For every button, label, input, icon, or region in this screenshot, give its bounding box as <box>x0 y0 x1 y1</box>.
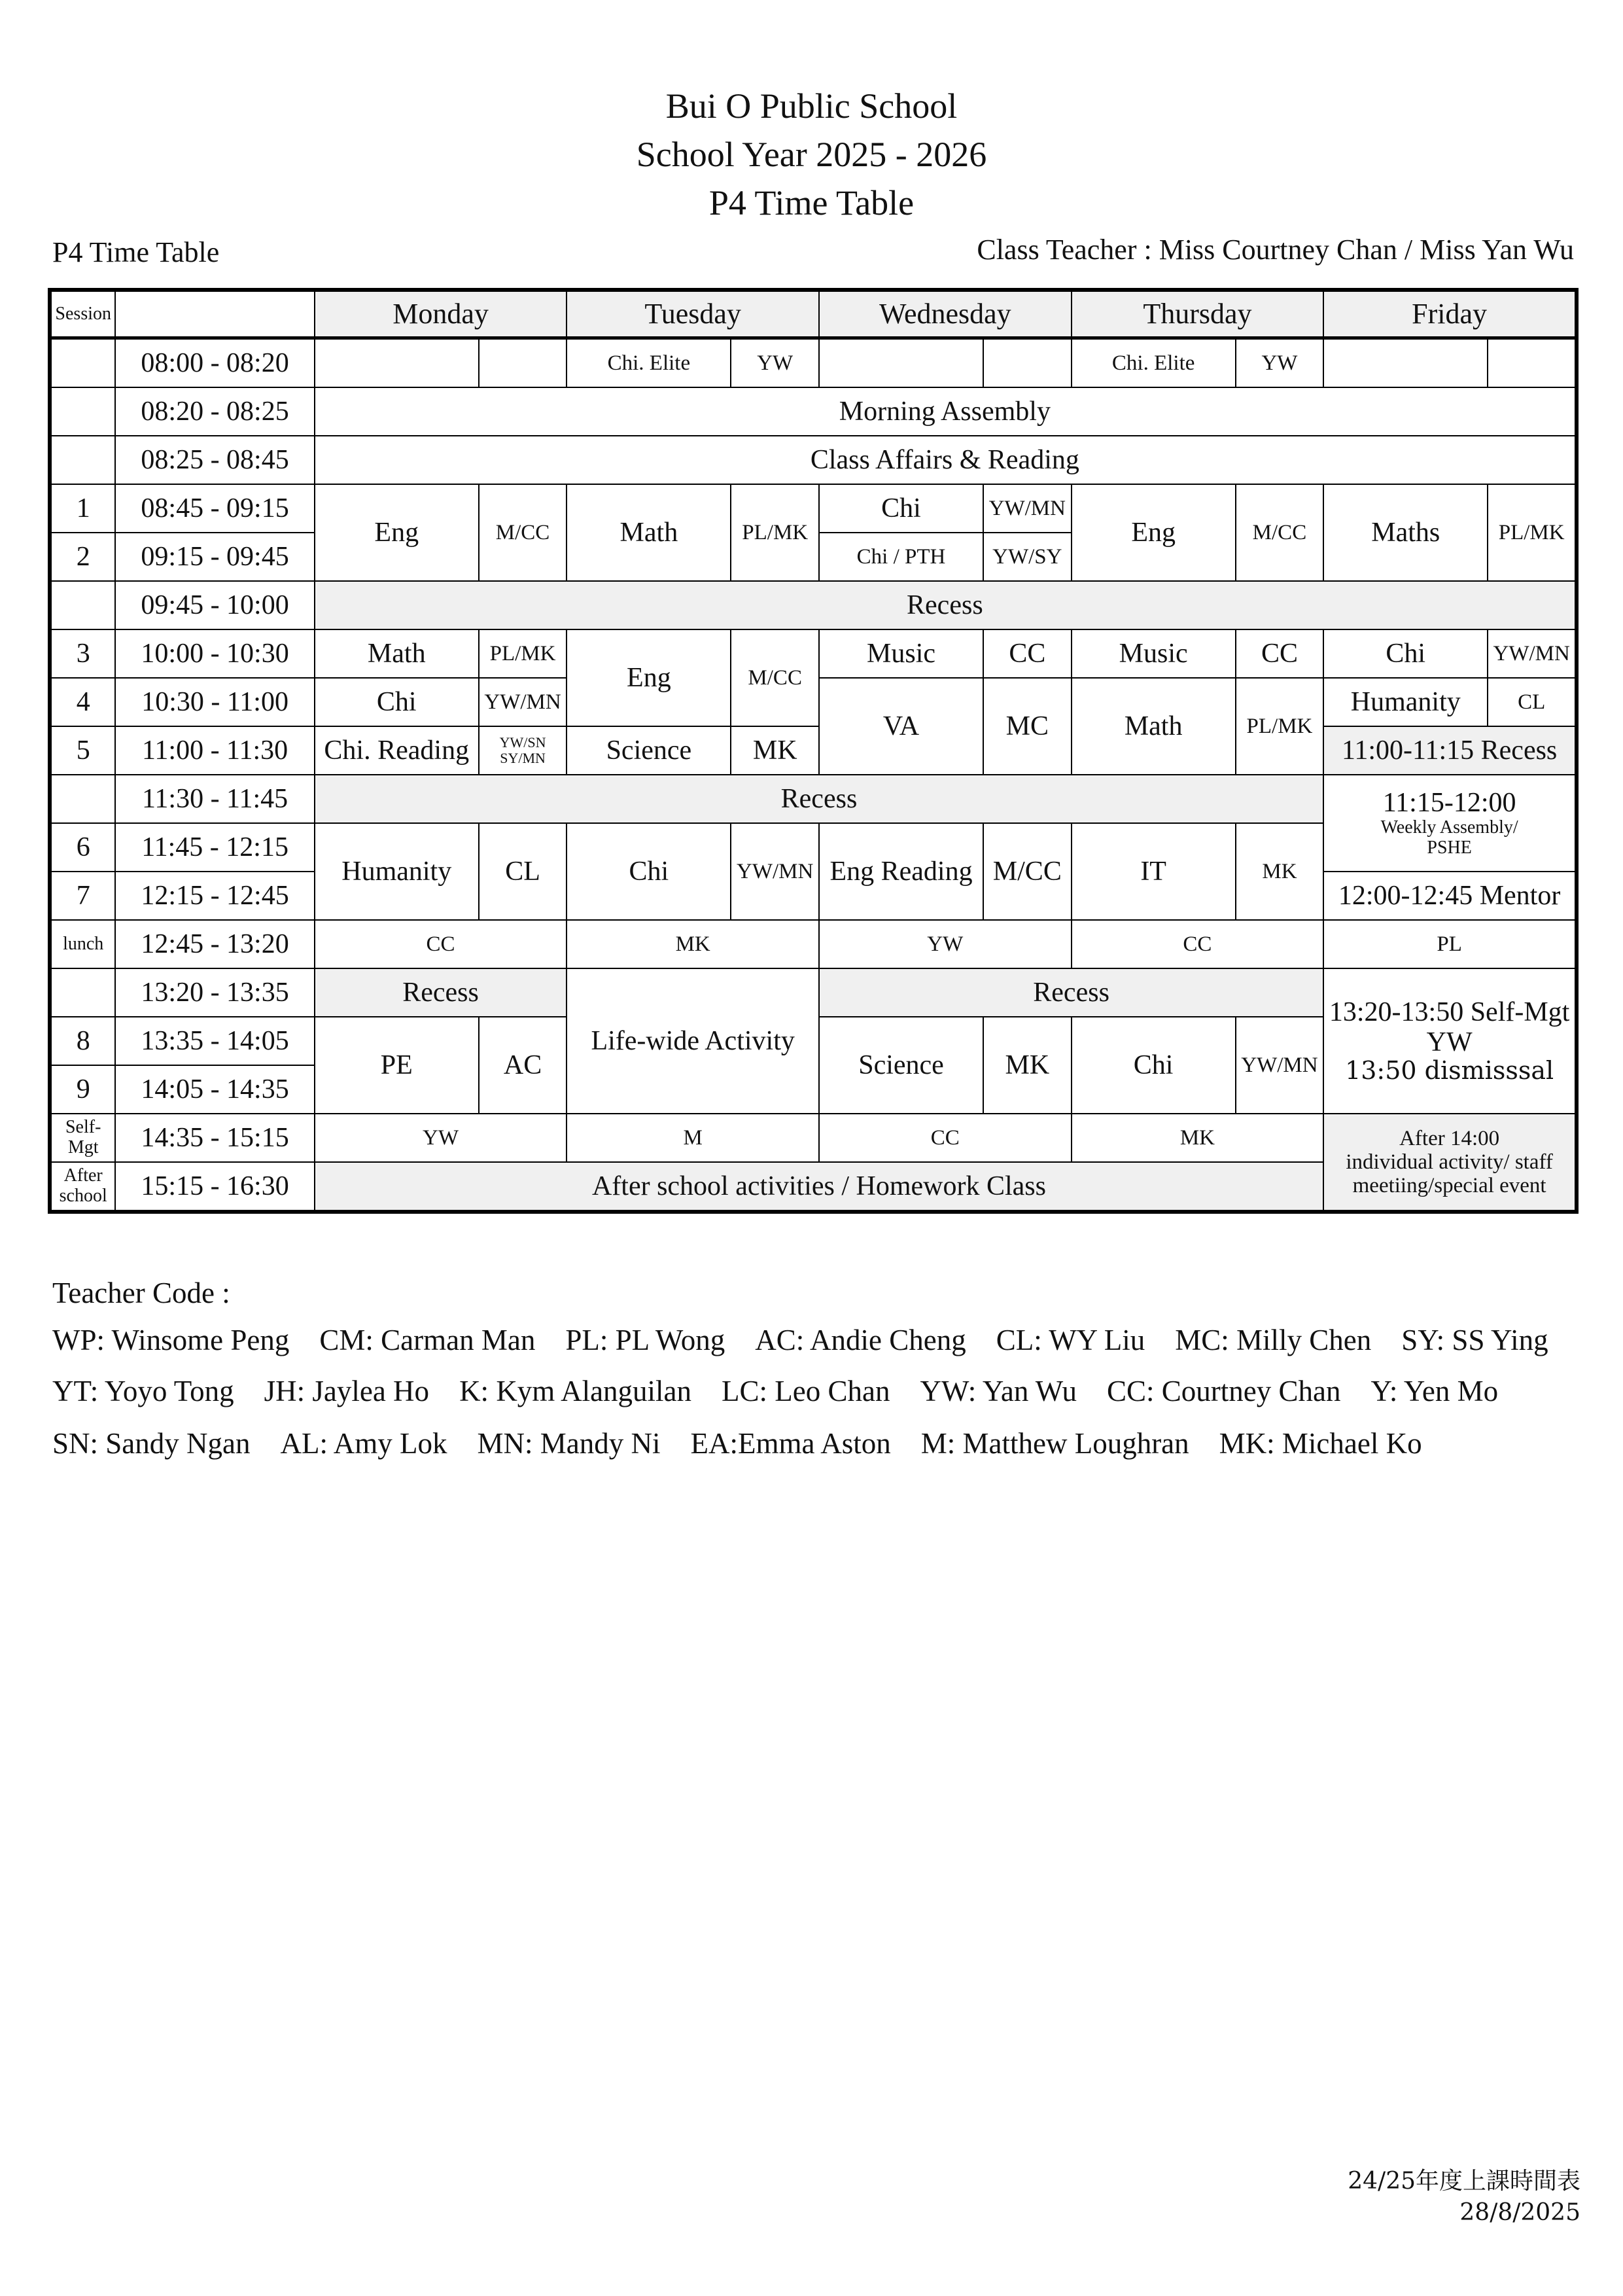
assembly-time: 11:15-12:00 <box>1382 788 1516 819</box>
time-cell: 13:35 - 14:05 <box>115 1017 314 1065</box>
day-monday: Monday <box>315 290 567 338</box>
session-cell: 3 <box>50 629 115 678</box>
table-row <box>50 629 1577 678</box>
time-cell: 15:15 - 16:30 <box>115 1162 314 1212</box>
time-cell: 13:20 - 13:35 <box>115 968 314 1017</box>
day-wednesday: Wednesday <box>819 290 1072 338</box>
lesson-cell: Chi. Elite <box>567 338 731 388</box>
assembly-line: PSHE <box>1427 838 1472 858</box>
session-cell: 1 <box>50 484 115 533</box>
day-tuesday: Tuesday <box>567 290 819 338</box>
table-row <box>50 338 1577 388</box>
table-row <box>50 726 1577 775</box>
teacher-cell: PL/MK <box>1236 678 1324 775</box>
lesson-cell: Music <box>819 629 983 678</box>
lesson-cell: Chi <box>567 823 731 920</box>
teacher-cell: CL <box>479 823 567 920</box>
table-label: P4 Time Table <box>52 236 220 268</box>
teacher-cell <box>1488 338 1577 388</box>
time-cell: 09:45 - 10:00 <box>115 581 314 629</box>
table-row <box>50 968 1577 1017</box>
session-cell: 9 <box>50 1065 115 1114</box>
lesson-cell: Science <box>567 726 731 775</box>
teacher-code: Y: Yen Mo <box>1370 1375 1499 1407</box>
teacher-cell <box>983 338 1072 388</box>
teacher-code: EA:Emma Aston <box>690 1427 891 1460</box>
teacher-code: WP: Winsome Peng <box>52 1324 290 1356</box>
lesson-cell: Chi <box>1072 1017 1236 1114</box>
session-cell: 8 <box>50 1017 115 1065</box>
session-cell: 6 <box>50 823 115 872</box>
lesson-cell <box>819 338 983 388</box>
weekly-assembly <box>1323 775 1577 872</box>
teacher-cell: MC <box>983 678 1072 775</box>
time-cell: 10:30 - 11:00 <box>115 678 314 726</box>
lesson-cell: Chi <box>315 678 479 726</box>
session-cell <box>50 387 115 436</box>
lesson-cell: Math <box>1072 678 1236 775</box>
lesson-cell: PE <box>315 1017 479 1114</box>
lesson-cell: IT <box>1072 823 1236 920</box>
friday-self-mgt <box>1323 968 1577 1114</box>
day-friday: Friday <box>1323 290 1577 338</box>
teacher-cell: AC <box>479 1017 567 1114</box>
time-cell: 08:45 - 09:15 <box>115 484 314 533</box>
teacher-code: YT: Yoyo Tong <box>52 1375 234 1407</box>
table-row <box>50 484 1577 533</box>
lunch-teacher: MK <box>567 920 819 968</box>
teacher-cell: YW/MN <box>983 484 1072 533</box>
time-cell: 08:25 - 08:45 <box>115 436 314 484</box>
assembly-line: Weekly Assembly/ <box>1380 817 1518 838</box>
session-cell: After school <box>50 1162 115 1212</box>
table-row <box>50 581 1577 629</box>
lunch-teacher: CC <box>1072 920 1324 968</box>
self-mgt-time: 13:20-13:50 Self-Mgt <box>1329 997 1570 1027</box>
teacher-cell: M/CC <box>983 823 1072 920</box>
teacher-cell <box>479 726 567 775</box>
time-cell: 12:15 - 12:45 <box>115 872 314 920</box>
life-wide-activity: Life-wide Activity <box>567 968 819 1114</box>
teacher-cell: YW <box>731 338 819 388</box>
day-thursday: Thursday <box>1072 290 1324 338</box>
teacher-cell: YW/MN <box>479 678 567 726</box>
lesson-cell: Math <box>567 484 731 581</box>
lesson-cell: Eng <box>567 629 731 726</box>
dismissal-time: 13:50 dismisssal <box>1345 1056 1554 1086</box>
recess-cell: Recess <box>315 968 567 1017</box>
session-cell <box>50 581 115 629</box>
lunch-teacher: YW <box>819 920 1072 968</box>
teacher-cell: CC <box>983 629 1072 678</box>
lesson-cell: Science <box>819 1017 983 1114</box>
self-mgt-teacher: M <box>567 1114 819 1162</box>
teacher-cell: MK <box>983 1017 1072 1114</box>
self-mgt-teacher: MK <box>1072 1114 1324 1162</box>
table-row <box>50 436 1577 484</box>
teacher-cell: CC <box>1236 629 1324 678</box>
teacher-code: LC: Leo Chan <box>722 1375 890 1407</box>
lesson-cell: Chi <box>819 484 983 533</box>
teacher-cell: CL <box>1488 678 1577 726</box>
teacher-code: PL: PL Wong <box>565 1324 725 1356</box>
teacher-code: MK: Michael Ko <box>1219 1427 1422 1460</box>
lesson-cell: Chi. Elite <box>1072 338 1236 388</box>
teacher-cell: YW <box>1236 338 1324 388</box>
teacher-cell: PL/MK <box>731 484 819 581</box>
friday-after-14 <box>1323 1114 1577 1212</box>
teacher-code-row <box>52 1323 1579 1357</box>
lesson-cell: Music <box>1072 629 1236 678</box>
teacher-cell: YW/MN <box>731 823 819 920</box>
teacher-cell: YW/MN <box>1236 1017 1324 1114</box>
teacher-code: MN: Mandy Ni <box>477 1427 661 1460</box>
after-14-line: meetiing/special event <box>1352 1174 1546 1198</box>
after-school-activities: After school activities / Homework Class <box>315 1162 1324 1212</box>
session-header: Session <box>50 290 115 338</box>
teacher-cell: YW/MN <box>1488 629 1577 678</box>
teacher-code-line: SY/MN <box>500 750 546 766</box>
lesson-cell: Chi / PTH <box>819 533 983 581</box>
teacher-code: SY: SS Ying <box>1401 1324 1548 1356</box>
lesson-cell: Eng <box>315 484 479 581</box>
session-cell <box>50 775 115 823</box>
lesson-cell: Math <box>315 629 479 678</box>
lesson-cell: Chi <box>1323 629 1488 678</box>
session-cell <box>50 436 115 484</box>
lesson-cell: Humanity <box>1323 678 1488 726</box>
teacher-cell: M/CC <box>731 629 819 726</box>
session-cell: lunch <box>50 920 115 968</box>
time-cell: 12:45 - 13:20 <box>115 920 314 968</box>
lesson-cell <box>315 338 479 388</box>
teacher-cell: MK <box>731 726 819 775</box>
teacher-cell: MK <box>1236 823 1324 920</box>
after-14-line: individual activity/ staff <box>1346 1150 1553 1174</box>
morning-assembly: Morning Assembly <box>315 387 1577 436</box>
school-year: School Year 2025 - 2026 <box>636 135 987 174</box>
teacher-code: SN: Sandy Ngan <box>52 1427 251 1460</box>
table-row <box>50 1114 1577 1162</box>
class-affairs: Class Affairs & Reading <box>315 436 1577 484</box>
table-row <box>50 387 1577 436</box>
lesson-cell <box>1323 338 1488 388</box>
time-header <box>115 290 314 338</box>
teacher-code-line: YW/SN <box>499 733 546 751</box>
teacher-code: M: Matthew Loughran <box>920 1427 1189 1460</box>
teacher-code: CC: Courtney Chan <box>1106 1375 1341 1407</box>
self-mgt-teacher: YW <box>1426 1027 1473 1058</box>
session-cell: 5 <box>50 726 115 775</box>
table-row <box>50 775 1577 823</box>
friday-recess: 11:00-11:15 Recess <box>1323 726 1577 775</box>
footer <box>1348 2166 1580 2229</box>
session-cell: 4 <box>50 678 115 726</box>
teacher-code: AL: Amy Lok <box>280 1427 447 1460</box>
lesson-cell: Eng Reading <box>819 823 983 920</box>
teacher-code: AC: Andie Cheng <box>755 1324 966 1356</box>
recess-cell: Recess <box>315 581 1577 629</box>
self-mgt-teacher: CC <box>819 1114 1072 1162</box>
timetable <box>48 288 1579 1214</box>
session-cell <box>50 968 115 1017</box>
session-cell: Self-Mgt <box>50 1114 115 1162</box>
teacher-code: K: Kym Alanguilan <box>459 1375 692 1407</box>
class-teacher: Class Teacher : Miss Courtney Chan / Miss Yan Wu <box>977 234 1574 266</box>
time-cell: 08:20 - 08:25 <box>115 387 314 436</box>
mentor-cell: 12:00-12:45 Mentor <box>1323 872 1577 920</box>
recess-cell: Recess <box>315 775 1324 823</box>
teacher-code: MC: Milly Chen <box>1175 1324 1372 1356</box>
header-row <box>50 290 1577 338</box>
page-title: P4 Time Table <box>708 183 915 222</box>
lesson-cell: Maths <box>1323 484 1488 581</box>
time-cell: 08:00 - 08:20 <box>115 338 314 388</box>
teacher-cell: PL/MK <box>1488 484 1577 581</box>
time-cell: 11:30 - 11:45 <box>115 775 314 823</box>
self-mgt-teacher: YW <box>315 1114 567 1162</box>
teacher-cell: M/CC <box>479 484 567 581</box>
teacher-code: CM: Carman Man <box>319 1324 536 1356</box>
teacher-code-row <box>52 1426 1452 1460</box>
teacher-cell <box>479 338 567 388</box>
lesson-cell: Eng <box>1072 484 1236 581</box>
lunch-teacher: CC <box>315 920 567 968</box>
lesson-cell: Chi. Reading <box>315 726 479 775</box>
teacher-cell: YW/SY <box>983 533 1072 581</box>
footer-date: 28/8/2025 <box>1459 2199 1580 2226</box>
time-cell: 11:00 - 11:30 <box>115 726 314 775</box>
lesson-cell: Humanity <box>315 823 479 920</box>
after-14-line: After 14:00 <box>1399 1126 1500 1150</box>
teacher-code-row <box>52 1374 1528 1408</box>
time-cell: 14:35 - 15:15 <box>115 1114 314 1162</box>
recess-cell: Recess <box>819 968 1323 1017</box>
session-cell: 2 <box>50 533 115 581</box>
time-cell: 10:00 - 10:30 <box>115 629 314 678</box>
teacher-code: CL: WY Liu <box>996 1324 1145 1356</box>
lesson-cell: VA <box>819 678 983 775</box>
teacher-code: JH: Jaylea Ho <box>264 1375 430 1407</box>
lunch-teacher: PL <box>1323 920 1577 968</box>
session-cell: 7 <box>50 872 115 920</box>
footer-title: 24/25年度上課時間表 <box>1348 2168 1580 2195</box>
time-cell: 14:05 - 14:35 <box>115 1065 314 1114</box>
teacher-code: YW: Yan Wu <box>920 1375 1077 1407</box>
session-cell <box>50 338 115 388</box>
table-row <box>50 920 1577 968</box>
teacher-cell: PL/MK <box>479 629 567 678</box>
school-name: Bui O Public School <box>665 86 958 126</box>
teacher-cell: M/CC <box>1236 484 1324 581</box>
time-cell: 11:45 - 12:15 <box>115 823 314 872</box>
teacher-code-label: Teacher Code : <box>52 1277 230 1309</box>
time-cell: 09:15 - 09:45 <box>115 533 314 581</box>
